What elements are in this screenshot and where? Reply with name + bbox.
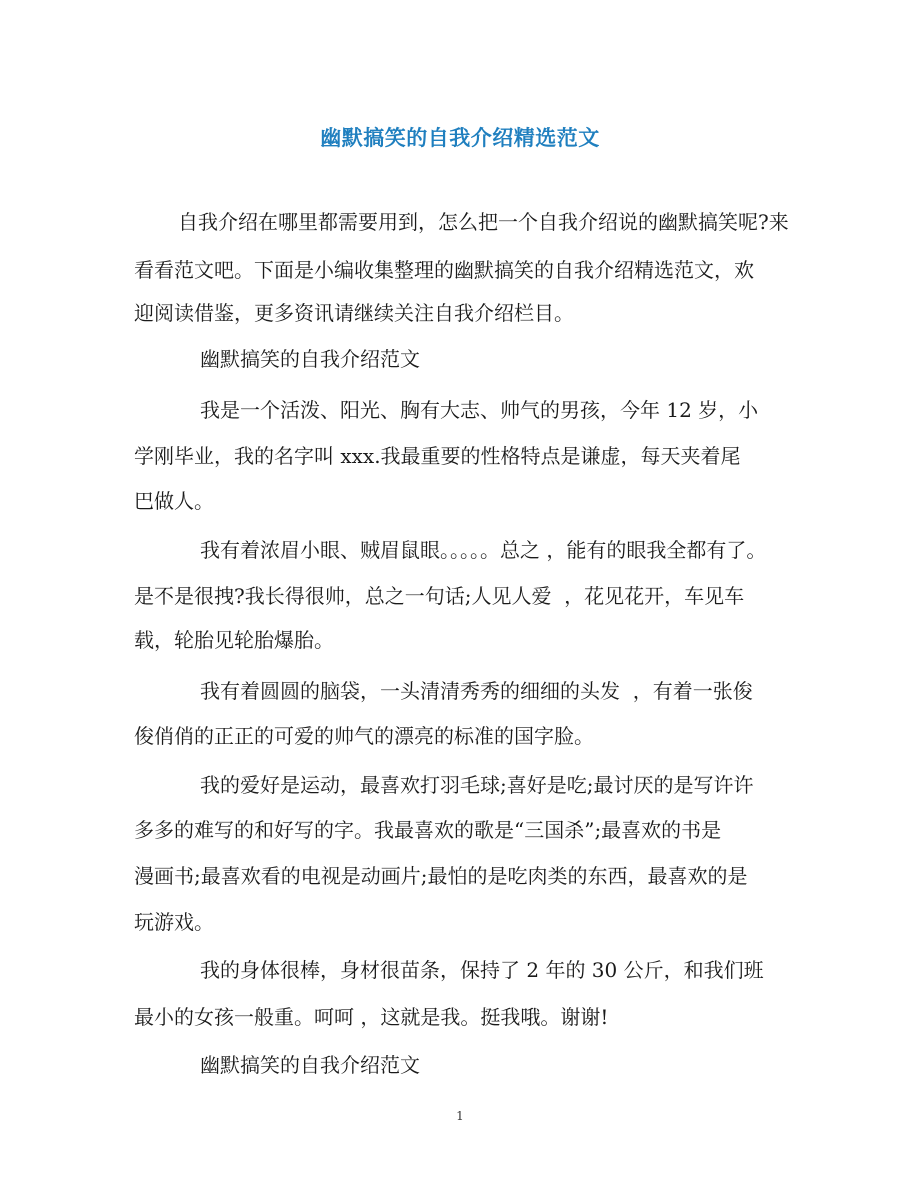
paragraph-line: 玩游戏。 — [134, 910, 214, 934]
paragraph-line: 自我介绍在哪里都需要用到，怎么把一个自我介绍说的幽默搞笑呢?来 — [178, 210, 789, 234]
paragraph-line: 巴做人。 — [134, 489, 214, 513]
paragraph-line: 多多的难写的和好写的字。我最喜欢的歌是“三国杀”;最喜欢的书是 — [134, 818, 722, 842]
paragraph-line: 看看范文吧。下面是小编收集整理的幽默搞笑的自我介绍精选范文，欢 — [134, 258, 754, 282]
paragraph-line: 学刚毕业，我的名字叫 xxx.我最重要的性格特点是谦虚，每天夹着尾 — [134, 444, 741, 468]
paragraph-line: 漫画书;最喜欢看的电视是动画片;最怕的是吃肉类的东西，最喜欢的是 — [134, 864, 748, 888]
section-heading: 幽默搞笑的自我介绍范文 — [200, 347, 420, 371]
paragraph-line: 最小的女孩一般重。呵呵 ，这就是我。挺我哦。谢谢! — [134, 1005, 609, 1029]
paragraph-line: 我的爱好是运动，最喜欢打羽毛球;喜好是吃;最讨厌的是写许许 — [200, 773, 754, 797]
paragraph-line: 我是一个活泼、阳光、胸有大志、帅气的男孩，今年 12 岁，小 — [200, 398, 759, 422]
page-number: 1 — [456, 1109, 464, 1123]
document-title: 幽默搞笑的自我介绍精选范文 — [320, 125, 600, 150]
paragraph-line: 我有着浓眉小眼、贼眉鼠眼。。。。。总之 ，能有的眼我全都有了。 — [200, 538, 767, 562]
paragraph-line: 载，轮胎见轮胎爆胎。 — [134, 628, 334, 652]
paragraph-line: 我有着圆圆的脑袋，一头清清秀秀的细细的头发 ，有着一张俊 — [200, 679, 753, 703]
paragraph-line: 迎阅读借鉴，更多资讯请继续关注自我介绍栏目。 — [134, 301, 574, 325]
paragraph-line: 我的身体很棒，身材很苗条，保持了 2 年的 30 公斤，和我们班 — [200, 958, 764, 982]
paragraph-line: 是不是很拽?我长得很帅，总之一句话;人见人爱 ，花见花开，车见车 — [134, 584, 745, 608]
paragraph-line: 俊俏俏的正正的可爱的帅气的漂亮的标准的国字脸。 — [134, 724, 594, 748]
section-heading: 幽默搞笑的自我介绍范文 — [200, 1053, 420, 1077]
